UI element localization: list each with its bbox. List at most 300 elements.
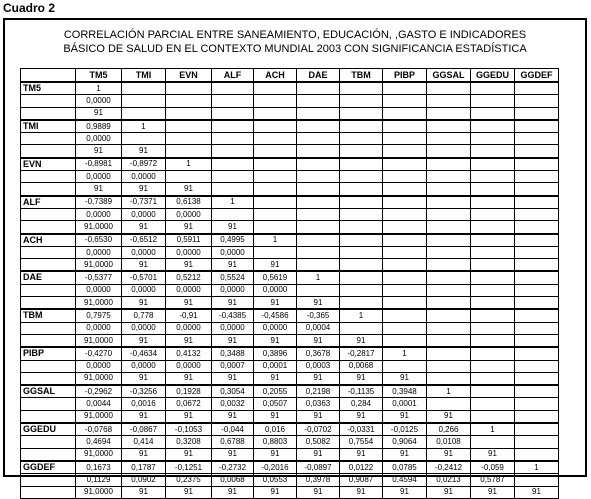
correlation-cell: -0,1053 xyxy=(166,423,212,436)
correlation-cell: 0,0785 xyxy=(383,461,427,474)
table-row xyxy=(21,145,559,158)
empty-cell xyxy=(340,183,383,196)
row-label: GGDEF xyxy=(21,461,76,474)
empty-cell xyxy=(427,158,471,171)
empty-cell xyxy=(383,158,427,171)
empty-cell xyxy=(515,120,559,133)
title-line-2: BÁSICO DE SALUD EN EL CONTEXTO MUNDIAL 2003 CON SIGNIFICANCIA ESTADÍSTICA xyxy=(63,43,527,55)
empty-cell xyxy=(471,234,515,247)
table-row xyxy=(21,461,559,474)
empty-cell xyxy=(515,271,559,284)
row-label-blank xyxy=(21,410,76,423)
sample-size-cell: 91 xyxy=(212,448,254,461)
table-row xyxy=(21,347,559,360)
table-row xyxy=(21,385,559,398)
significance-cell: 0,4694 xyxy=(76,436,122,448)
empty-cell xyxy=(340,158,383,171)
empty-cell xyxy=(471,398,515,410)
empty-cell xyxy=(297,284,340,296)
row-label-blank xyxy=(21,221,76,234)
sample-size-cell: 91 xyxy=(212,410,254,423)
significance-cell: 0,0000 xyxy=(122,208,166,220)
empty-cell xyxy=(515,95,559,107)
significance-cell: 0,0044 xyxy=(76,398,122,410)
empty-cell xyxy=(515,133,559,145)
correlation-cell: 0,5524 xyxy=(212,271,254,284)
table-row xyxy=(21,133,559,145)
significance-cell: 0,9087 xyxy=(340,474,383,486)
significance-cell: 0,0507 xyxy=(254,398,297,410)
row-label-blank xyxy=(21,448,76,461)
correlation-cell: 0,2055 xyxy=(254,385,297,398)
significance-cell: 0,0003 xyxy=(297,360,340,372)
correlation-cell: 0,4995 xyxy=(212,234,254,247)
sample-size-cell: 91 xyxy=(212,297,254,310)
significance-cell: 0,8803 xyxy=(254,436,297,448)
empty-cell xyxy=(254,158,297,171)
correlation-cell: -0,0867 xyxy=(122,423,166,436)
empty-cell xyxy=(427,221,471,234)
table-row xyxy=(21,486,559,498)
empty-cell xyxy=(122,133,166,145)
empty-cell xyxy=(340,95,383,107)
title-line-1: CORRELACIÓN PARCIAL ENTRE SANEAMIENTO, EDUCACIÓN, ,GASTO E INDICADORES xyxy=(63,29,527,41)
correlation-cell: -0,8981 xyxy=(76,158,122,171)
empty-cell xyxy=(297,145,340,158)
table-row xyxy=(21,234,559,247)
table-row xyxy=(21,259,559,272)
correlation-cell: 0,5911 xyxy=(166,234,212,247)
sample-size-cell: 91 xyxy=(166,221,212,234)
significance-cell: 0,0000 xyxy=(76,360,122,372)
row-label-blank xyxy=(21,322,76,334)
sample-size-cell: 91 xyxy=(122,145,166,158)
table-row xyxy=(21,474,559,486)
empty-cell xyxy=(427,234,471,247)
empty-cell xyxy=(471,385,515,398)
correlation-cell: 0,778 xyxy=(122,309,166,322)
row-label-blank xyxy=(21,171,76,183)
empty-cell xyxy=(471,120,515,133)
significance-cell: 0,0902 xyxy=(122,474,166,486)
correlation-cell: 1 xyxy=(297,271,340,284)
correlation-cell: -0,3256 xyxy=(122,385,166,398)
table-row xyxy=(21,246,559,258)
table-row xyxy=(21,360,559,372)
significance-cell: 0,6788 xyxy=(212,436,254,448)
significance-cell: 0,0004 xyxy=(297,322,340,334)
empty-cell xyxy=(427,107,471,120)
empty-cell xyxy=(427,133,471,145)
sample-size-cell: 91 xyxy=(297,448,340,461)
significance-cell: 0,0000 xyxy=(122,360,166,372)
empty-cell xyxy=(427,309,471,322)
significance-cell: 0,0000 xyxy=(76,95,122,107)
empty-cell xyxy=(383,208,427,220)
empty-cell xyxy=(340,196,383,209)
sample-size-cell: 91 xyxy=(254,372,297,385)
correlation-cell: 1 xyxy=(76,82,122,95)
row-label-blank xyxy=(21,297,76,310)
sample-size-cell: 91 xyxy=(254,297,297,310)
row-label-blank xyxy=(21,259,76,272)
empty-cell xyxy=(427,171,471,183)
correlation-cell: 1 xyxy=(122,120,166,133)
correlation-cell: -0,8972 xyxy=(122,158,166,171)
sample-size-cell: 91,0000 xyxy=(76,334,122,347)
empty-cell xyxy=(297,171,340,183)
empty-cell xyxy=(515,372,559,385)
sample-size-cell: 91 xyxy=(166,259,212,272)
significance-cell: 0,0068 xyxy=(340,360,383,372)
column-header: TBM xyxy=(340,69,383,83)
sample-size-cell: 91 xyxy=(297,372,340,385)
significance-cell: 0,5082 xyxy=(297,436,340,448)
empty-cell xyxy=(515,196,559,209)
empty-cell xyxy=(515,145,559,158)
sample-size-cell: 91 xyxy=(212,334,254,347)
empty-cell xyxy=(122,107,166,120)
correlation-cell: -0,6530 xyxy=(76,234,122,247)
significance-cell: 0,0108 xyxy=(427,436,471,448)
empty-cell xyxy=(515,183,559,196)
empty-cell xyxy=(166,120,212,133)
sample-size-cell: 91 xyxy=(122,183,166,196)
column-header: TMI xyxy=(122,69,166,83)
table-row xyxy=(21,436,559,448)
sample-size-cell: 91 xyxy=(166,372,212,385)
table-row xyxy=(21,82,559,95)
empty-cell xyxy=(166,82,212,95)
empty-cell xyxy=(471,322,515,334)
correlation-cell: -0,2016 xyxy=(254,461,297,474)
row-label: TM5 xyxy=(21,82,76,95)
sample-size-cell: 91 xyxy=(166,448,212,461)
significance-cell: 0,0000 xyxy=(76,246,122,258)
sample-size-cell: 91 xyxy=(122,221,166,234)
sample-size-cell: 91 xyxy=(340,334,383,347)
significance-cell: 0,414 xyxy=(122,436,166,448)
row-label-blank xyxy=(21,372,76,385)
table-row xyxy=(21,284,559,296)
empty-cell xyxy=(297,196,340,209)
empty-cell xyxy=(254,246,297,258)
sample-size-cell: 91 xyxy=(166,297,212,310)
empty-cell xyxy=(212,107,254,120)
sample-size-cell: 91 xyxy=(76,145,122,158)
correlation-cell: -0,0331 xyxy=(340,423,383,436)
empty-cell xyxy=(254,183,297,196)
correlation-cell: 0,3488 xyxy=(212,347,254,360)
empty-cell xyxy=(212,133,254,145)
empty-cell xyxy=(383,183,427,196)
table-row xyxy=(21,171,559,183)
significance-cell: 0,0016 xyxy=(122,398,166,410)
column-header: GGEDU xyxy=(471,69,515,83)
row-label-blank xyxy=(21,183,76,196)
empty-cell xyxy=(383,196,427,209)
table-row xyxy=(21,221,559,234)
table-row xyxy=(21,208,559,220)
table-row xyxy=(21,158,559,171)
row-label-blank xyxy=(21,334,76,347)
empty-cell xyxy=(471,347,515,360)
correlation-cell: -0,4586 xyxy=(254,309,297,322)
sample-size-cell: 91 xyxy=(383,448,427,461)
empty-cell xyxy=(212,120,254,133)
empty-cell xyxy=(297,221,340,234)
correlation-cell: -0,91 xyxy=(166,309,212,322)
empty-cell xyxy=(427,196,471,209)
empty-cell xyxy=(297,183,340,196)
table-title xyxy=(5,28,585,56)
sample-size-cell: 91 xyxy=(76,107,122,120)
empty-cell xyxy=(515,347,559,360)
table-row xyxy=(21,95,559,107)
correlation-cell: -0,365 xyxy=(297,309,340,322)
significance-cell: 0,0000 xyxy=(166,246,212,258)
correlation-cell: -0,4385 xyxy=(212,309,254,322)
sample-size-cell: 91,0000 xyxy=(76,486,122,498)
correlation-cell: -0,044 xyxy=(212,423,254,436)
empty-cell xyxy=(515,246,559,258)
significance-cell: 0,0000 xyxy=(76,133,122,145)
empty-cell xyxy=(254,107,297,120)
sample-size-cell: 91 xyxy=(427,448,471,461)
empty-cell xyxy=(122,82,166,95)
empty-cell xyxy=(340,82,383,95)
empty-cell xyxy=(471,334,515,347)
empty-cell xyxy=(515,297,559,310)
empty-cell xyxy=(212,171,254,183)
correlation-cell: -0,7389 xyxy=(76,196,122,209)
sample-size-cell: 91 xyxy=(340,410,383,423)
empty-cell xyxy=(383,309,427,322)
significance-cell: 0,0000 xyxy=(122,246,166,258)
empty-cell xyxy=(383,120,427,133)
empty-cell xyxy=(254,95,297,107)
correlation-cell: 1 xyxy=(340,309,383,322)
column-header: ALF xyxy=(212,69,254,83)
empty-cell xyxy=(471,246,515,258)
table-row xyxy=(21,448,559,461)
empty-cell xyxy=(471,133,515,145)
significance-cell: 0,0672 xyxy=(166,398,212,410)
empty-cell xyxy=(427,208,471,220)
sample-size-cell: 91 xyxy=(166,334,212,347)
empty-cell xyxy=(427,183,471,196)
empty-cell xyxy=(471,82,515,95)
empty-cell xyxy=(297,120,340,133)
correlation-cell: -0,0768 xyxy=(76,423,122,436)
column-header: GGDEF xyxy=(515,69,559,83)
correlation-cell: 1 xyxy=(427,385,471,398)
sample-size-cell: 91 xyxy=(297,334,340,347)
significance-cell: 0,3978 xyxy=(297,474,340,486)
empty-cell xyxy=(383,171,427,183)
correlation-cell: -0,4270 xyxy=(76,347,122,360)
sample-size-cell: 91 xyxy=(297,297,340,310)
significance-cell: 0,0032 xyxy=(212,398,254,410)
row-label: ALF xyxy=(21,196,76,209)
significance-cell: 0,0000 xyxy=(212,284,254,296)
empty-cell xyxy=(427,360,471,372)
correlation-cell: -0,6512 xyxy=(122,234,166,247)
empty-cell xyxy=(515,82,559,95)
empty-cell xyxy=(212,183,254,196)
sample-size-cell: 91,0000 xyxy=(76,221,122,234)
sample-size-cell: 91 xyxy=(166,486,212,498)
sample-size-cell: 91 xyxy=(212,486,254,498)
significance-cell: 0,0001 xyxy=(383,398,427,410)
empty-cell xyxy=(383,322,427,334)
empty-cell xyxy=(166,107,212,120)
empty-cell xyxy=(340,271,383,284)
table-row xyxy=(21,423,559,436)
row-label: DAE xyxy=(21,271,76,284)
significance-cell: 0,0000 xyxy=(166,208,212,220)
empty-cell xyxy=(515,423,559,436)
empty-cell xyxy=(471,208,515,220)
sample-size-cell: 91 xyxy=(254,448,297,461)
sample-size-cell: 91 xyxy=(212,259,254,272)
empty-cell xyxy=(340,284,383,296)
sample-size-cell: 91 xyxy=(515,486,559,498)
sample-size-cell: 91 xyxy=(122,448,166,461)
empty-cell xyxy=(427,372,471,385)
column-header: GGSAL xyxy=(427,69,471,83)
empty-cell xyxy=(383,334,427,347)
sample-size-cell: 91 xyxy=(340,448,383,461)
empty-cell xyxy=(471,410,515,423)
significance-cell: 0,4594 xyxy=(383,474,427,486)
correlation-cell: -0,4634 xyxy=(122,347,166,360)
empty-cell xyxy=(340,208,383,220)
empty-cell xyxy=(515,334,559,347)
correlation-cell: -0,1135 xyxy=(340,385,383,398)
empty-cell xyxy=(471,95,515,107)
sample-size-cell: 91 xyxy=(427,410,471,423)
empty-cell xyxy=(515,385,559,398)
significance-cell: 0,1129 xyxy=(76,474,122,486)
empty-cell xyxy=(515,171,559,183)
correlation-cell: 0,1928 xyxy=(166,385,212,398)
row-label-blank xyxy=(21,474,76,486)
sample-size-cell: 91 xyxy=(427,486,471,498)
correlation-cell: 0,6138 xyxy=(166,196,212,209)
empty-cell xyxy=(427,95,471,107)
correlation-cell: 0,1787 xyxy=(122,461,166,474)
empty-cell xyxy=(427,284,471,296)
correlation-cell: 0,5619 xyxy=(254,271,297,284)
empty-cell xyxy=(471,107,515,120)
row-label-blank xyxy=(21,398,76,410)
correlation-cell: 0,4132 xyxy=(166,347,212,360)
correlation-cell: -0,1251 xyxy=(166,461,212,474)
significance-cell: 0,0000 xyxy=(166,360,212,372)
empty-cell xyxy=(383,95,427,107)
empty-cell xyxy=(340,259,383,272)
row-label-blank xyxy=(21,133,76,145)
column-header: TM5 xyxy=(76,69,122,83)
correlation-cell: 0,3678 xyxy=(297,347,340,360)
significance-cell: 0,0000 xyxy=(76,171,122,183)
empty-cell xyxy=(471,436,515,448)
empty-cell xyxy=(383,145,427,158)
sample-size-cell: 91 xyxy=(212,221,254,234)
empty-cell xyxy=(212,158,254,171)
empty-cell xyxy=(515,208,559,220)
significance-cell: 0,0000 xyxy=(76,208,122,220)
table-row xyxy=(21,410,559,423)
empty-cell xyxy=(254,145,297,158)
column-header: PIBP xyxy=(383,69,427,83)
correlation-cell: 1 xyxy=(212,196,254,209)
empty-cell xyxy=(340,246,383,258)
sample-size-cell: 91 xyxy=(383,486,427,498)
empty-cell xyxy=(212,82,254,95)
row-label-blank xyxy=(21,95,76,107)
row-label: GGSAL xyxy=(21,385,76,398)
empty-cell xyxy=(166,133,212,145)
sample-size-cell: 91 xyxy=(122,297,166,310)
significance-cell: 0,5787 xyxy=(471,474,515,486)
correlation-cell: 0,3054 xyxy=(212,385,254,398)
empty-cell xyxy=(254,171,297,183)
correlation-cell: 0,0122 xyxy=(340,461,383,474)
row-label-blank xyxy=(21,145,76,158)
significance-cell: 0,7554 xyxy=(340,436,383,448)
sample-size-cell: 91,0000 xyxy=(76,448,122,461)
correlation-cell: -0,2817 xyxy=(340,347,383,360)
sample-size-cell: 91 xyxy=(122,410,166,423)
empty-cell xyxy=(427,82,471,95)
row-label-blank xyxy=(21,486,76,498)
sample-size-cell: 91,0000 xyxy=(76,410,122,423)
empty-cell xyxy=(471,196,515,209)
empty-cell xyxy=(515,221,559,234)
column-header: DAE xyxy=(297,69,340,83)
row-label-blank xyxy=(21,246,76,258)
empty-cell xyxy=(297,259,340,272)
correlation-cell: -0,059 xyxy=(471,461,515,474)
sample-size-cell: 91 xyxy=(471,448,515,461)
significance-cell: 0,0068 xyxy=(212,474,254,486)
table-row xyxy=(21,309,559,322)
sample-size-cell: 91 xyxy=(166,183,212,196)
empty-cell xyxy=(427,334,471,347)
sample-size-cell: 91 xyxy=(212,372,254,385)
significance-cell: 0,0000 xyxy=(122,322,166,334)
significance-cell: 0,0000 xyxy=(76,284,122,296)
sample-size-cell: 91 xyxy=(297,486,340,498)
empty-cell xyxy=(254,208,297,220)
empty-cell xyxy=(427,120,471,133)
empty-cell xyxy=(471,183,515,196)
empty-cell xyxy=(471,309,515,322)
significance-cell: 0,3208 xyxy=(166,436,212,448)
sample-size-cell: 91,0000 xyxy=(76,297,122,310)
empty-cell xyxy=(471,221,515,234)
row-label: ACH xyxy=(21,234,76,247)
row-label: GGEDU xyxy=(21,423,76,436)
empty-cell xyxy=(297,133,340,145)
correlation-cell: -0,2412 xyxy=(427,461,471,474)
row-label-blank xyxy=(21,107,76,120)
empty-cell xyxy=(515,360,559,372)
empty-cell xyxy=(383,107,427,120)
row-label-blank xyxy=(21,284,76,296)
